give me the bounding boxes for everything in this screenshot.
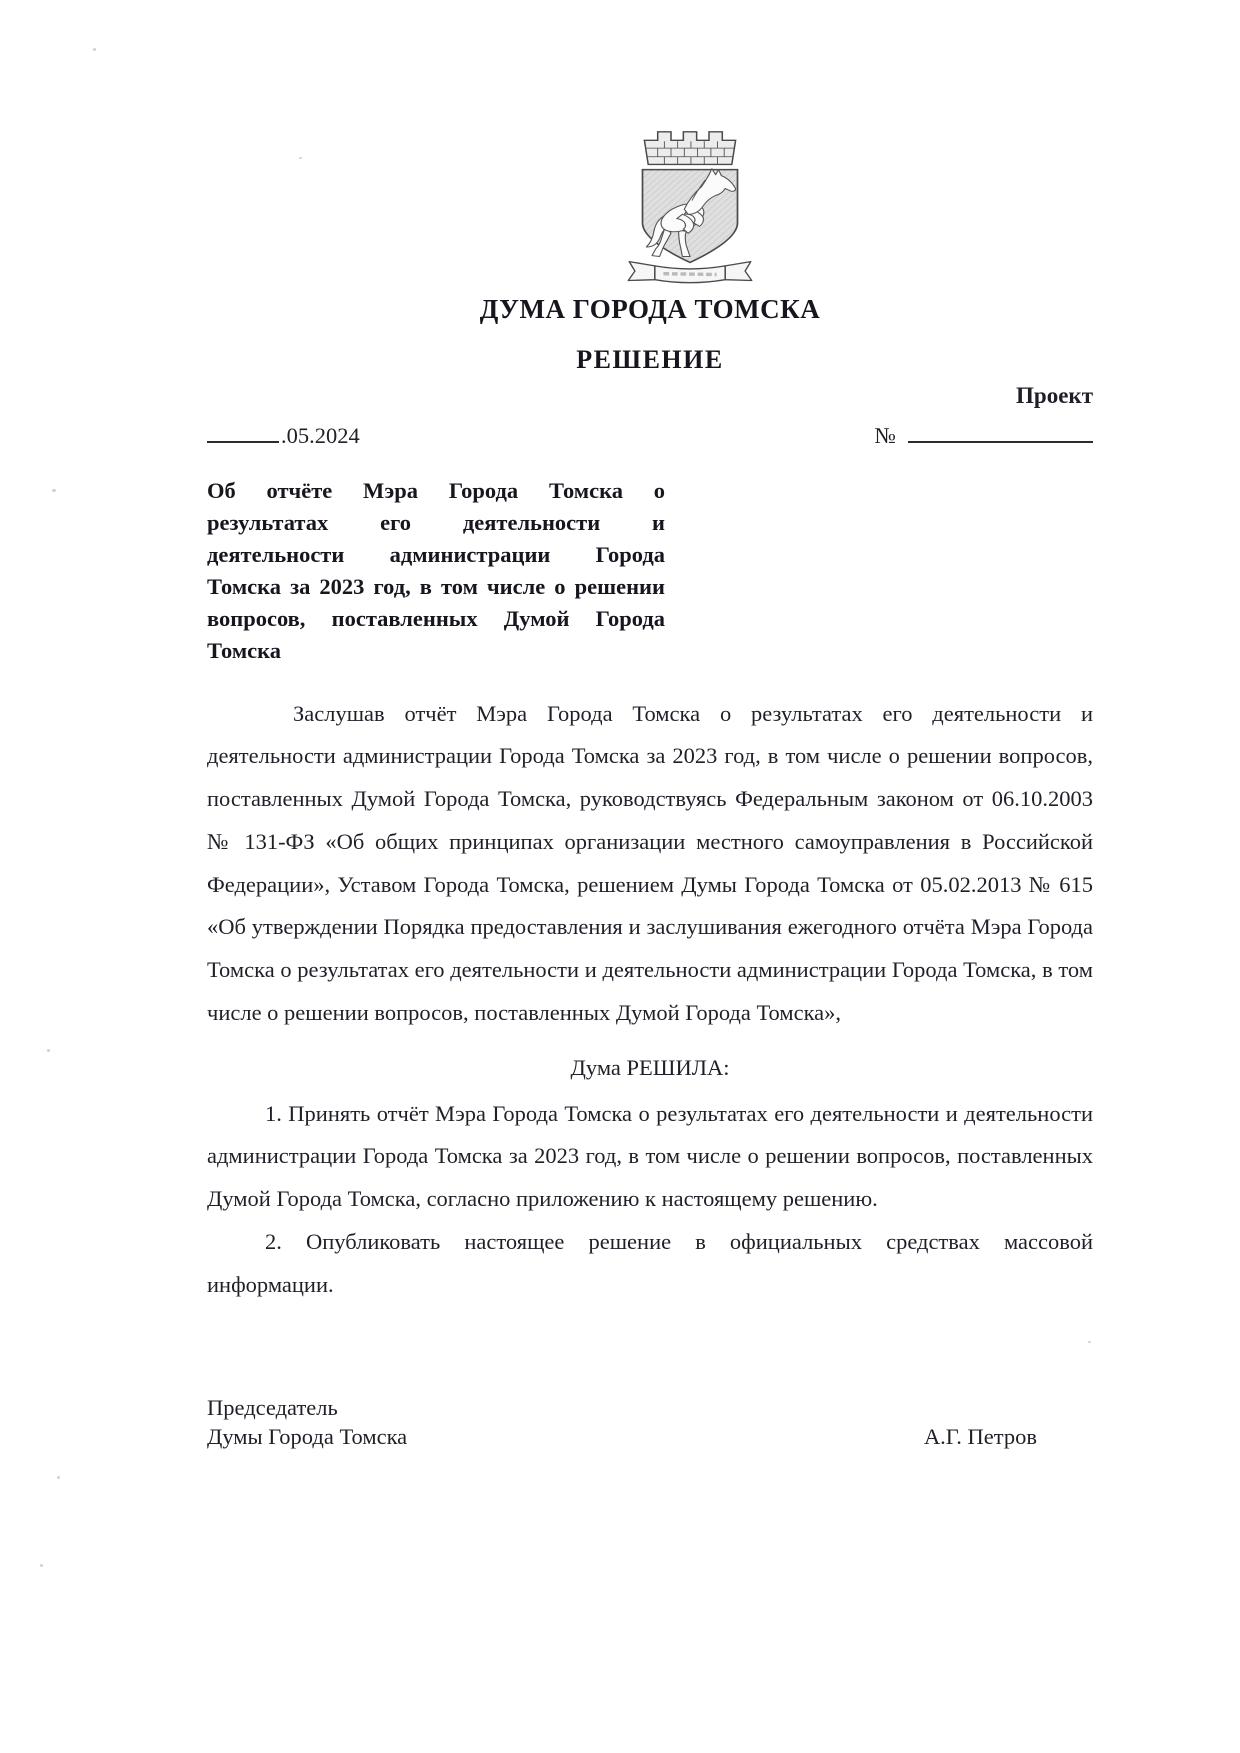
preamble-paragraph: Заслушав отчёт Мэра Города Томска о результатах его деятельности и деятельности администрации Города Томска за 2023 год, в том числе о решении вопросов, поставленных Думой Города Томска, руководствуясь Федеральным законом от 06.10.2003 № 131-ФЗ «Об общих принципах организации местного самоуправления в Российской Федерации», Уставом Города Томска, решением Думы Города Томска от 05.02.2013 № 615 «Об утверждении Порядка предоставления и заслушивания ежегодного отчёта Мэра Города Томска о результатах его деятельности и деятельности администрации Города Томска, в том числе о решении вопросов, поставленных Думой Города Томска», bbox=[207, 700, 1093, 1025]
tomsk-coat-of-arms-icon bbox=[595, 118, 785, 290]
date-value: .05.2024 bbox=[281, 423, 360, 448]
scan-speck bbox=[40, 1564, 43, 1567]
number-label: № bbox=[874, 423, 896, 448]
meta-row bbox=[207, 421, 1093, 449]
subject-paragraph: Об отчёте Мэра Города Томска о результатах его деятельности и деятельности администрации Города Томска за 2023 год, в том числе о решении вопросов, поставленных Думой Города Томска bbox=[207, 478, 665, 663]
resolution-item-2: 2. Опубликовать настоящее решение в официальных средствах массовой информации. bbox=[207, 1228, 1093, 1297]
date-field bbox=[207, 421, 360, 449]
scan-speck bbox=[93, 48, 96, 51]
date-blank-line bbox=[207, 421, 279, 443]
number-blank-line bbox=[908, 421, 1093, 443]
scan-speck bbox=[52, 489, 56, 492]
signature-block bbox=[207, 1394, 1093, 1450]
resolution-heading: Дума РЕШИЛА: bbox=[570, 1054, 730, 1080]
scan-speck bbox=[47, 1049, 50, 1052]
signature-name: А.Г. Петров bbox=[923, 1423, 1037, 1449]
signature-position-line2: Думы Города Томска bbox=[207, 1423, 408, 1449]
scan-speck bbox=[57, 1476, 60, 1479]
signature-position bbox=[207, 1394, 407, 1450]
emblem bbox=[207, 118, 1093, 284]
number-field bbox=[875, 421, 1093, 449]
draft-label: Проект bbox=[1016, 383, 1093, 408]
organization-title: ДУМА ГОРОДА ТОМСКА bbox=[479, 294, 821, 324]
document-type-title: РЕШЕНИЕ bbox=[576, 345, 724, 374]
resolution-item-1: 1. Принять отчёт Мэра Города Томска о результатах его деятельности и деятельности администрации Города Томска за 2023 год, в том числе о решении вопросов, поставленных Думой Города Томска, согласно приложению к настоящему решению. bbox=[207, 1100, 1093, 1212]
signature-position-line1: Председатель bbox=[207, 1395, 338, 1421]
